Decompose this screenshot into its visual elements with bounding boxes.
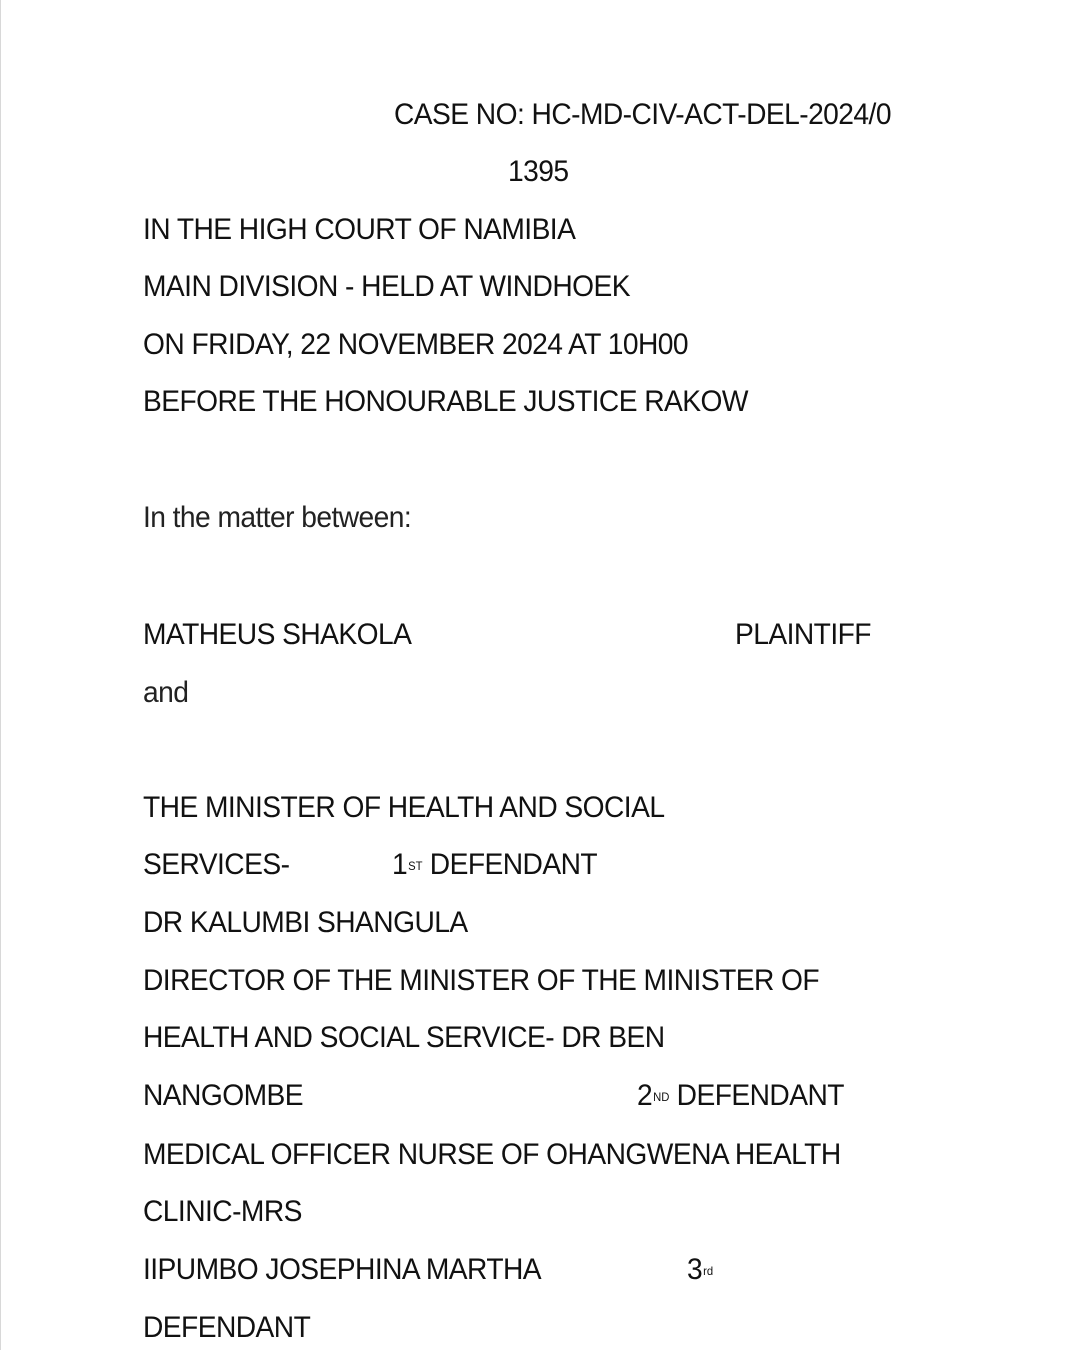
defendant-2-ordinal-suffix: ND: [653, 1090, 670, 1104]
defendant-3-name: IIPUMBO JOSEPHINA MARTHA: [143, 1253, 542, 1286]
defendant-1-role-label: DEFENDANT: [429, 848, 598, 881]
defendant-1-name: DR KALUMBI SHANGULA: [143, 906, 468, 939]
plaintiff-name: MATHEUS SHAKOLA: [143, 618, 412, 651]
defendant-2-title-line-2: HEALTH AND SOCIAL SERVICE- DR BEN: [143, 1021, 665, 1054]
defendant-3-role: [687, 1252, 713, 1293]
defendant-2-role: [637, 1078, 844, 1119]
hearing-date: ON FRIDAY, 22 NOVEMBER 2024 AT 10H00: [143, 328, 688, 361]
defendant-3-ordinal: 3: [687, 1253, 703, 1286]
defendant-2-name: NANGOMBE: [143, 1079, 304, 1112]
defendant-1-role: [392, 847, 597, 888]
matter-between: In the matter between:: [143, 501, 412, 534]
court-division: MAIN DIVISION - HELD AT WINDHOEK: [143, 270, 631, 303]
presiding-judge: BEFORE THE HONOURABLE JUSTICE RAKOW: [143, 385, 748, 418]
plaintiff-role: PLAINTIFF: [735, 618, 871, 651]
defendant-1-ordinal: 1: [392, 848, 408, 881]
defendant-2-role-label: DEFENDANT: [676, 1079, 844, 1112]
defendant-1-title-line-1: THE MINISTER OF HEALTH AND SOCIAL: [143, 791, 665, 824]
defendant-2-title-line-1: DIRECTOR OF THE MINISTER OF THE MINISTER OF: [143, 964, 820, 997]
case-number-line-2: 1395: [508, 155, 569, 188]
defendant-2-ordinal: 2: [637, 1079, 653, 1112]
defendant-3-ordinal-suffix: rd: [703, 1264, 714, 1278]
defendant-3-role-label: DEFENDANT: [143, 1311, 311, 1344]
defendant-1-ordinal-suffix: ST: [408, 859, 423, 873]
court-name: IN THE HIGH COURT OF NAMIBIA: [143, 213, 576, 246]
defendant-3-title-line-1: MEDICAL OFFICER NURSE OF OHANGWENA HEALTH: [143, 1138, 841, 1171]
defendant-3-title-line-2: CLINIC-MRS: [143, 1195, 302, 1228]
case-number-line-1: CASE NO: HC-MD-CIV-ACT-DEL-2024/0: [394, 98, 891, 131]
defendant-1-title-line-2: SERVICES-: [143, 848, 290, 881]
and-connector: and: [143, 676, 189, 709]
